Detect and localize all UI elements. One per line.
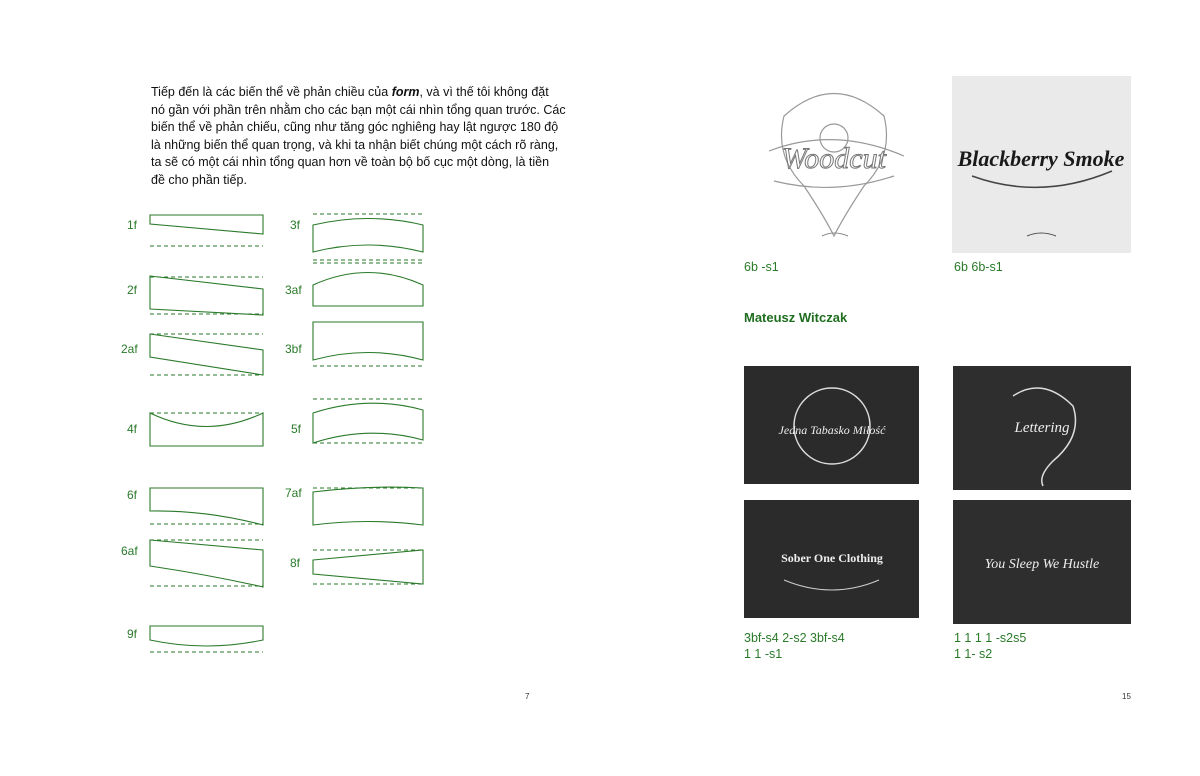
form-label-3bf: 3bf xyxy=(285,342,302,356)
form-label-2af: 2af xyxy=(121,342,138,356)
sober-one-image xyxy=(744,500,919,618)
form-label-5f: 5f xyxy=(291,422,302,436)
form-shape-2af xyxy=(150,334,263,375)
form-shape-5f xyxy=(313,399,423,443)
form-label-9f: 9f xyxy=(127,627,138,641)
form-shape-4f xyxy=(150,413,263,446)
form-label-3af: 3af xyxy=(285,283,302,297)
svg-text:Jedna Tabasko Miłość: Jedna Tabasko Miłość xyxy=(778,423,886,437)
form-label-1f: 1f xyxy=(127,218,138,232)
caption-top-left: 6b -s1 xyxy=(744,260,779,274)
form-label-7af: 7af xyxy=(285,486,302,500)
form-shape-7af xyxy=(313,487,423,525)
page-number-left: 7 xyxy=(525,692,530,701)
paragraph-line: ta sẽ có một cái nhìn tổng quan hơn về toàn bộ bố cục một dòng, là tiền xyxy=(151,155,550,170)
jedna-tabasko-image xyxy=(744,366,919,484)
form-label-3f: 3f xyxy=(290,218,301,232)
form-shape-3f xyxy=(313,214,423,260)
caption-bottom-right-line1: 1 1 1 1 -s2s5 xyxy=(954,631,1027,645)
caption-top-right: 6b 6b-s1 xyxy=(954,260,1003,274)
form-label-4f: 4f xyxy=(127,422,138,436)
svg-text:You Sleep We Hustle: You Sleep We Hustle xyxy=(984,557,1100,572)
page-number-right: 15 xyxy=(1122,692,1131,701)
caption-bottom-right xyxy=(954,630,1026,662)
svg-text:Blackberry Smoke: Blackberry Smoke xyxy=(957,146,1125,171)
caption-bottom-left-line2: 1 1 -s1 xyxy=(744,647,783,661)
paragraph-line: đề cho phần tiếp. xyxy=(151,172,247,187)
paragraph-line: Tiếp đến là các biến thể về phản chiều của form, và vì thế tôi không đặt xyxy=(151,85,549,99)
caption-bottom-left xyxy=(744,630,845,662)
script-lettering-image xyxy=(953,366,1131,490)
form-shape-3af xyxy=(313,263,423,306)
woodcut-sketch-image xyxy=(744,76,924,253)
caption-bottom-left-line1: 3bf-s4 2-s2 3bf-s4 xyxy=(744,631,845,645)
form-label-2f: 2f xyxy=(127,283,138,297)
paragraph-line: là những biến thể quan trọng, và khi ta nhận biết chúng một cách rõ ràng, xyxy=(151,137,559,152)
svg-text:Sober One Clothing: Sober One Clothing xyxy=(781,551,883,565)
paragraph-line: biến thể về phản chiếu, cũng như tăng góc nghiêng hay lật ngược 180 độ xyxy=(151,120,559,135)
caption-bottom-right-line2: 1 1- s2 xyxy=(954,647,993,661)
you-sleep-we-hustle-image xyxy=(953,500,1131,624)
form-label-6f: 6f xyxy=(127,488,138,502)
artist-heading: Mateusz Witczak xyxy=(744,310,848,325)
form-shape-6f xyxy=(150,488,263,525)
form-label-6af: 6af xyxy=(121,544,138,558)
form-shape-9f xyxy=(150,626,263,652)
svg-text:Woodcut: Woodcut xyxy=(782,142,886,175)
form-label-8f: 8f xyxy=(290,556,301,570)
form-shape-3bf xyxy=(313,322,423,366)
form-shape-2f xyxy=(150,276,263,315)
form-shape-8f xyxy=(313,550,423,584)
paragraph-line: nó gần với phần trên nhằm cho các bạn một cái nhìn tổng quan trước. Các xyxy=(151,102,566,117)
svg-text:Lettering: Lettering xyxy=(1014,420,1070,436)
form-shape-6af xyxy=(150,540,263,587)
form-shape-1f xyxy=(150,215,263,246)
blackberry-smoke-image xyxy=(952,76,1131,253)
